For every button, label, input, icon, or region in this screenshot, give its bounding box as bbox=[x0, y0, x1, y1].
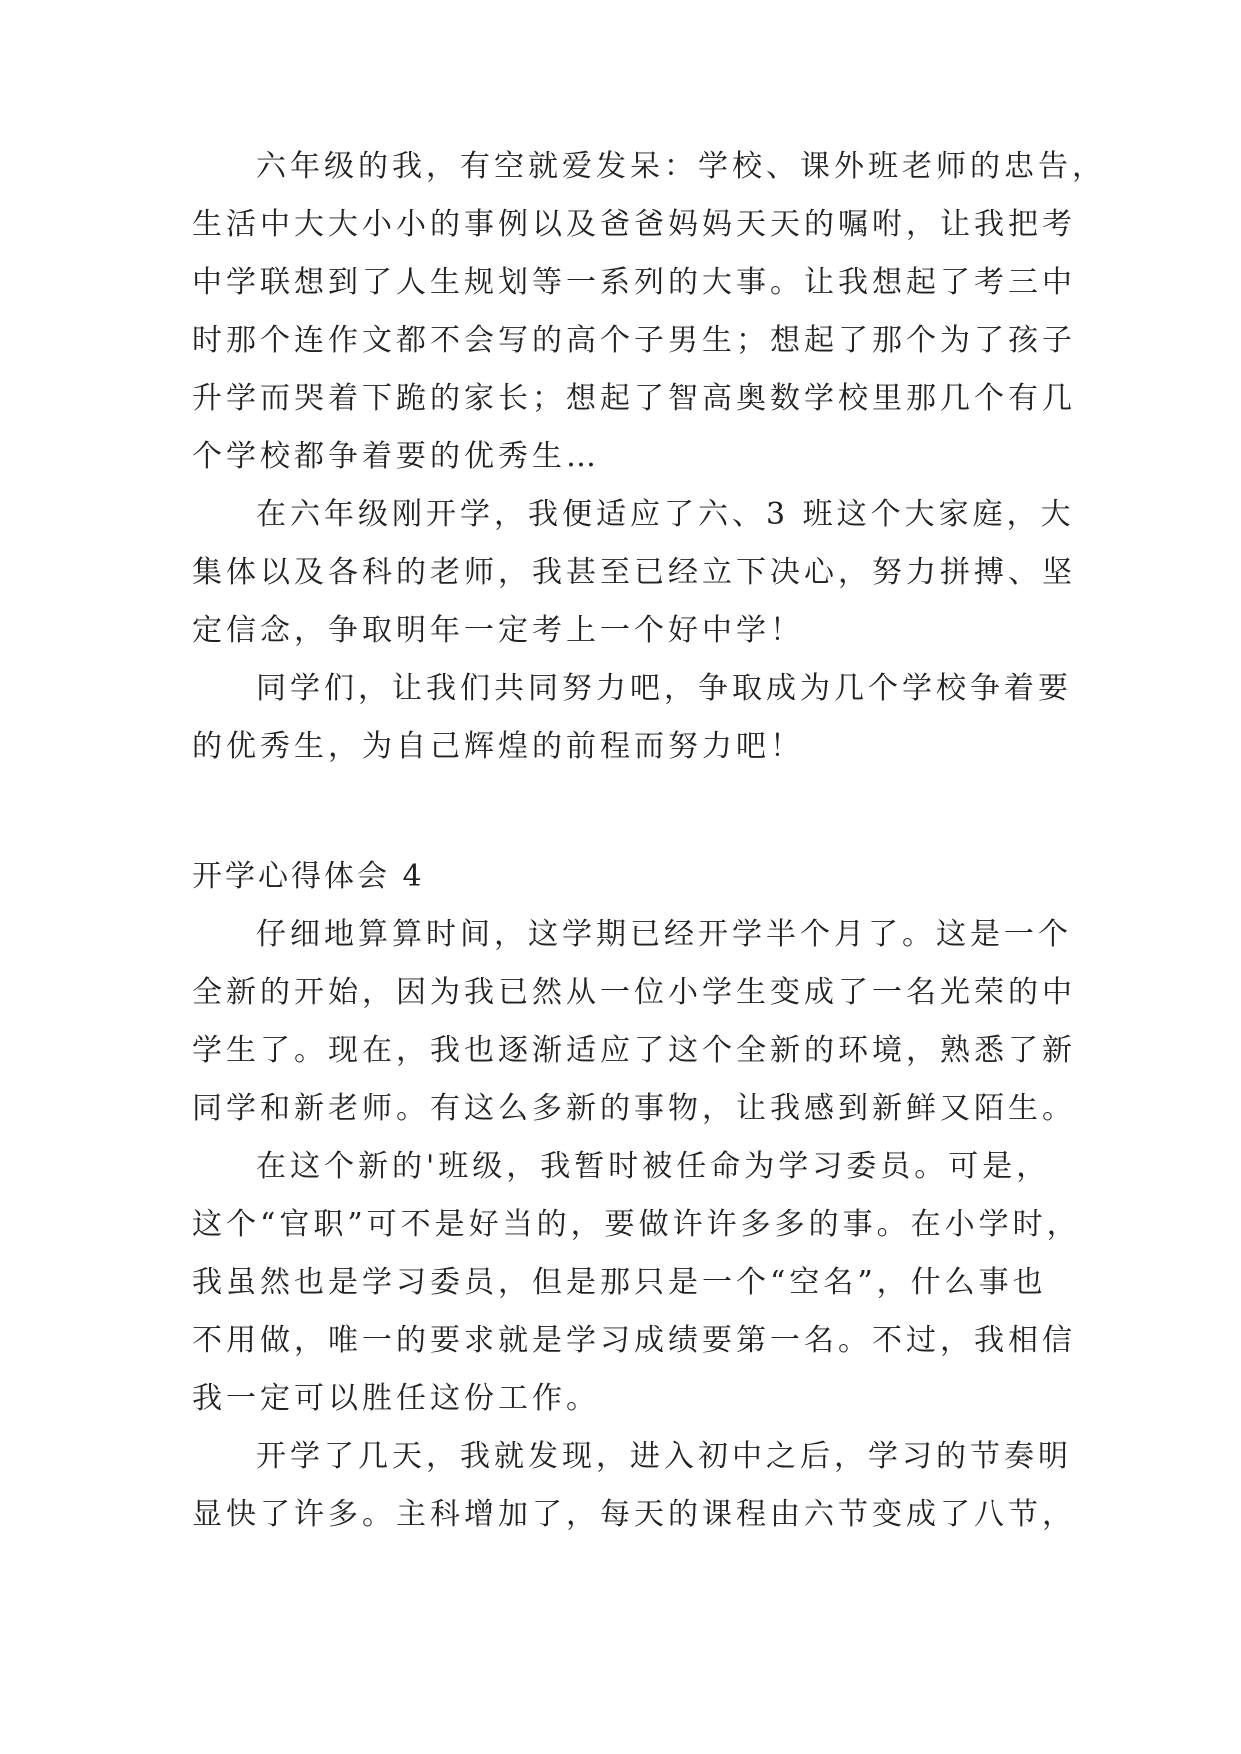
paragraph bbox=[192, 1428, 1076, 1544]
text-line: 这个“官职”可不是好当的，要做许许多多的事。在小学时， bbox=[192, 1207, 1081, 1242]
text-line: 学生了。现在，我也逐渐适应了这个全新的环境，熟悉了新 bbox=[192, 1033, 1076, 1068]
text-line: 个学校都争着要的优秀生… bbox=[192, 439, 600, 474]
text-line: 开学了几天，我就发现，进入初中之后，学习的节奏明 bbox=[256, 1439, 1072, 1474]
text-line: 升学而哭着下跪的家长；想起了智高奥数学校里那几个有几 bbox=[192, 381, 1076, 416]
text-line: 中学联想到了人生规划等一系列的大事。让我想起了考三中 bbox=[192, 265, 1076, 300]
text-line: 集体以及各科的老师，我甚至已经立下决心，努力拼搏、坚 bbox=[192, 555, 1076, 590]
paragraph bbox=[192, 1138, 1081, 1428]
text-line: 生活中大大小小的事例以及爸爸妈妈天天的嘱咐，让我把考 bbox=[192, 207, 1076, 242]
text-line: 在六年级刚开学，我便适应了六、3 班这个大家庭，大 bbox=[256, 497, 1075, 532]
text-line: 同学们，让我们共同努力吧，争取成为几个学校争着要 bbox=[256, 671, 1072, 706]
text-line: 我一定可以胜任这份工作。 bbox=[192, 1381, 600, 1416]
paragraph bbox=[192, 138, 1106, 486]
text-line: 时那个连作文都不会写的高个子男生；想起了那个为了孩子 bbox=[192, 323, 1076, 358]
paragraph bbox=[192, 486, 1076, 660]
text-line: 不用做，唯一的要求就是学习成绩要第一名。不过，我相信 bbox=[192, 1323, 1076, 1358]
paragraph bbox=[192, 660, 1072, 776]
section-title: 开学心得体会 4 bbox=[192, 859, 425, 894]
text-line: 显快了许多。主科增加了，每天的课程由六节变成了八节， bbox=[192, 1497, 1076, 1532]
text-line: 在这个新的'班级，我暂时被任命为学习委员。可是， bbox=[256, 1149, 1051, 1184]
text-line: 全新的开始，因为我已然从一位小学生变成了一名光荣的中 bbox=[192, 975, 1076, 1010]
paragraph bbox=[192, 906, 1076, 1138]
text-line: 我虽然也是学习委员，但是那只是一个“空名”，什么事也 bbox=[192, 1265, 1047, 1300]
text-line: 的优秀生，为自己辉煌的前程而努力吧！ bbox=[192, 729, 804, 764]
text-line: 定信念，争取明年一定考上一个好中学！ bbox=[192, 613, 804, 648]
text-line: 仔细地算算时间，这学期已经开学半个月了。这是一个 bbox=[256, 917, 1072, 952]
text-line: 六年级的我，有空就爱发呆：学校、课外班老师的忠告， bbox=[256, 149, 1106, 184]
text-line: 同学和新老师。有这么多新的事物，让我感到新鲜又陌生。 bbox=[192, 1091, 1076, 1126]
